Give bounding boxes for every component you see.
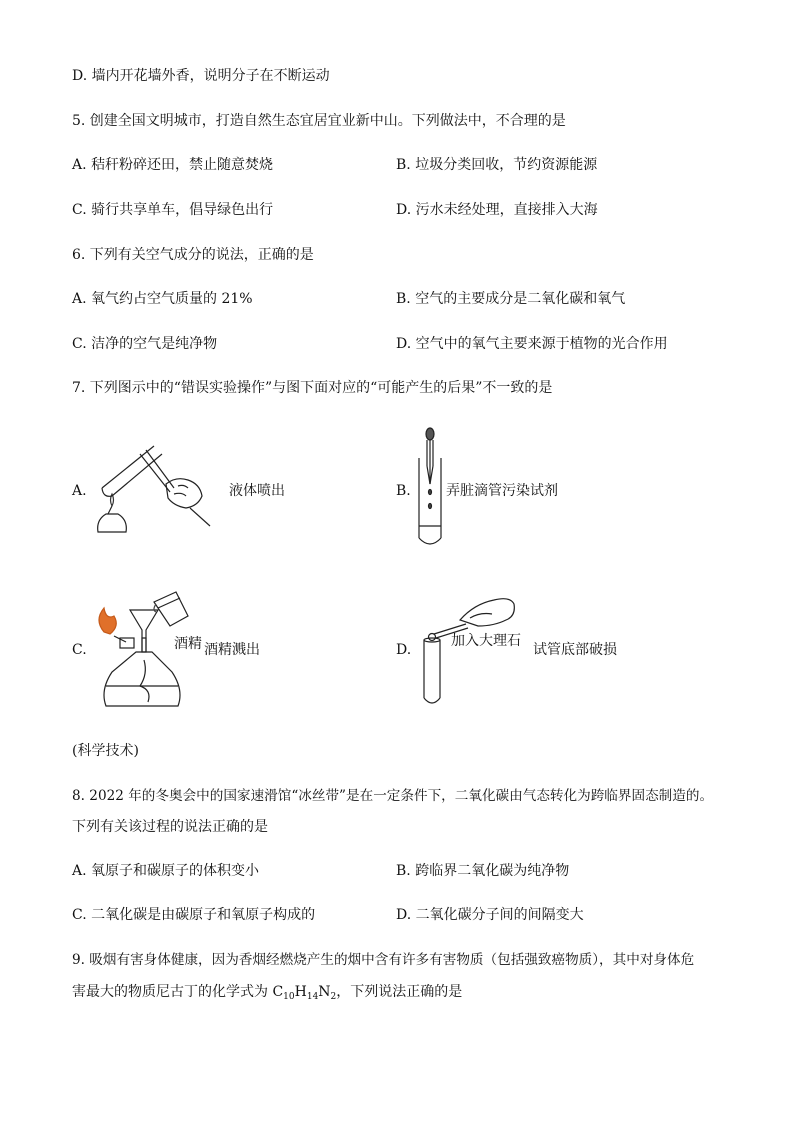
q7-option-b-caption: 弄脏滴管污染试剂 — [446, 483, 558, 499]
formula-subscript-c: 10 — [283, 992, 295, 1002]
q7-option-c-letter: C. — [72, 642, 87, 658]
q5-option-d: D. 污水未经处理，直接排入大海 — [396, 202, 598, 218]
q7-option-a-letter: A. — [72, 483, 87, 499]
q4-option-d: D. 墙内开花墙外香，说明分子在不断运动 — [72, 68, 330, 84]
q8-option-b: B. 跨临界二氧化碳为纯净物 — [396, 863, 570, 879]
q7-option-c-caption: 酒精溅出 — [204, 642, 260, 658]
q9-stem-line-1: 9. 吸烟有害身体健康，因为香烟经燃烧产生的烟中含有许多有害物质（包括强致癌物质），其中对身体危 — [72, 952, 695, 968]
q6-option-d: D. 空气中的氧气主要来源于植物的光合作用 — [396, 336, 668, 352]
q9-text-prefix: 害最大的物质尼古丁的化学式为 C — [72, 984, 284, 1000]
q8-option-a: A. 氧原子和碳原子的体积变小 — [72, 863, 260, 879]
q9-stem-line-2 — [72, 982, 462, 1007]
q7-option-a-caption: 液体喷出 — [229, 483, 285, 499]
formula-element-h: H — [294, 984, 307, 1000]
q7-option-b-letter: B. — [396, 483, 411, 499]
q7-option-d-letter: D. — [396, 642, 412, 658]
q7-option-d-caption: 试管底部破损 — [533, 642, 617, 658]
q8-option-c: C. 二氧化碳是由碳原子和氧原子构成的 — [72, 907, 316, 923]
q7-option-d-label: 加入大理石 — [451, 633, 521, 649]
q8-option-d: D. 二氧化碳分子间的间隔变大 — [396, 907, 584, 923]
heating-test-tube-figure — [88, 440, 213, 540]
q9-text-suffix: ，下列说法正确的是 — [336, 984, 463, 1000]
formula-element-n: N — [318, 984, 331, 1000]
q8-stem-line-2: 下列有关该过程的说法正确的是 — [72, 819, 268, 835]
formula-subscript-n: 2 — [330, 992, 337, 1002]
q6-stem: 6. 下列有关空气成分的说法，正确的是 — [72, 247, 314, 263]
formula-subscript-h: 14 — [306, 992, 319, 1002]
q7-option-c-label: 酒精 — [174, 636, 202, 652]
q5-stem: 5. 创建全国文明城市，打造自然生态宜居宜业新中山。下列做法中，不合理的是 — [72, 113, 566, 129]
dropper-in-test-tube-figure — [414, 426, 444, 550]
q5-option-a: A. 秸秆粉碎还田，禁止随意焚烧 — [72, 157, 274, 173]
q6-option-c: C. 洁净的空气是纯净物 — [72, 336, 218, 352]
q8-stem-line-1: 8. 2022 年的冬奥会中的国家速滑馆“冰丝带”是在一定条件下，二氧化碳由气态转化为跨临界固态制造的。 — [72, 788, 714, 804]
q7-stem: 7. 下列图示中的“错误实验操作”与图下面对应的“可能产生的后果”不一致的是 — [72, 380, 553, 396]
q6-option-b: B. 空气的主要成分是二氧化碳和氧气 — [396, 291, 626, 307]
q5-option-b: B. 垃圾分类回收，节约资源能源 — [396, 157, 598, 173]
q5-option-c: C. 骑行共享单车，倡导绿色出行 — [72, 202, 274, 218]
section-label: (科学技术) — [72, 743, 139, 759]
q6-option-a: A. 氧气约占空气质量的 21% — [72, 291, 253, 307]
